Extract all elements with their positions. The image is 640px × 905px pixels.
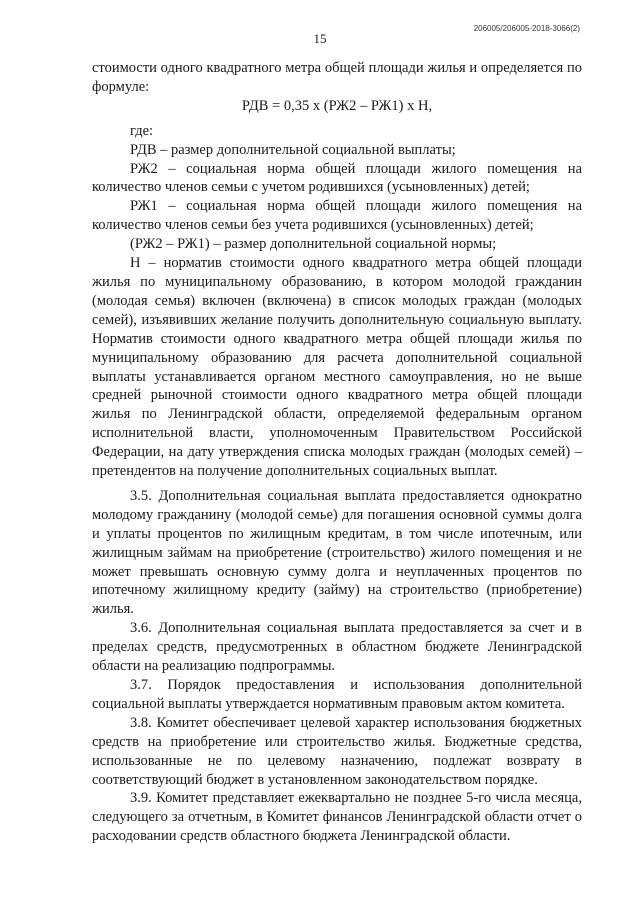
document-body [92, 59, 582, 846]
formula-where: где: [130, 122, 154, 139]
definition-n: Н – норматив стоимости одного квадратного метра общей площади жилья по муниципальному образованию, в котором молодой гражданин (молодая семья) включен (включена) в список молодых граждан (молодых семей), изъявивших желание получить дополнительную социальную выплату. Норматив стоимости одного квадратного метра общей площади жилья по муниципальному образованию для расчета дополнительной социальной выплаты устанавливается органом местного самоуправления, но не выше средней рыночной стоимости одного квадратного метра общей площади жилья по Ленинградской области, определяемой федеральным органом исполнительной власти, уполномоченным Правительством Российской Федерации, на дату утверждения списка молодых граждан (молодых семей) – претендентов на получение дополнительных социальных выплат. [92, 255, 582, 480]
clause-3-5: 3.5. Дополнительная социальная выплата предоставляется однократно молодому гражданину (молодой семье) для погашения основной суммы долга и уплаты процентов по жилищным кредитам, в том числе ипотечным, или жилищным займам на приобретение (строительство) жилого помещения и не может превышать основную сумму долга и неуплаченных процентов по ипотечному жилищному кредиту (займу) на строительство (приобретение) жилья. [92, 487, 582, 618]
clause-3-8: 3.8. Комитет обеспечивает целевой характер использования бюджетных средств на приобретение или строительство жилья. Бюджетные средства, использованные не по целевому назначению, подлежат возврату в соответствующий бюджет в установленном законодательством порядке. [92, 714, 582, 788]
definition-rzh2: РЖ2 – социальная норма общей площади жилого помещения на количество членов семьи с учетом родившихся (усыновленных) детей; [92, 160, 582, 196]
formula: РДВ = 0,35 х (РЖ2 – РЖ1) х Н, [241, 97, 433, 114]
definition-rdv: РДВ – размер дополнительной социальной выплаты; [130, 141, 456, 158]
definition-rzh1: РЖ1 – социальная норма общей площади жилого помещения на количество членов семьи без учета родившихся (усыновленных) детей; [92, 198, 582, 234]
clause-3-9: 3.9. Комитет представляет ежеквартально не позднее 5-го числа месяца, следующего за отчетным, в Комитет финансов Ленинградской области отчет о расходовании средств областного бюджета Ленинградской области. [92, 790, 582, 845]
clause-3-7: 3.7. Порядок предоставления и использования дополнительной социальной выплаты утверждается нормативным правовым актом комитета. [92, 677, 582, 712]
document-id: 206005/206005-2018-3066(2) [473, 24, 580, 33]
definition-difference: (РЖ2 – РЖ1) – размер дополнительной социальной нормы; [130, 236, 497, 253]
page-number: 15 [313, 31, 327, 46]
clause-3-6: 3.6. Дополнительная социальная выплата предоставляется за счет и в пределах средств, предусмотренных в областном бюджете Ленинградской области на реализацию подпрограммы. [92, 620, 582, 675]
paragraph-continuation: стоимости одного квадратного метра общей площади жилья и определяется по формуле: [92, 60, 582, 95]
